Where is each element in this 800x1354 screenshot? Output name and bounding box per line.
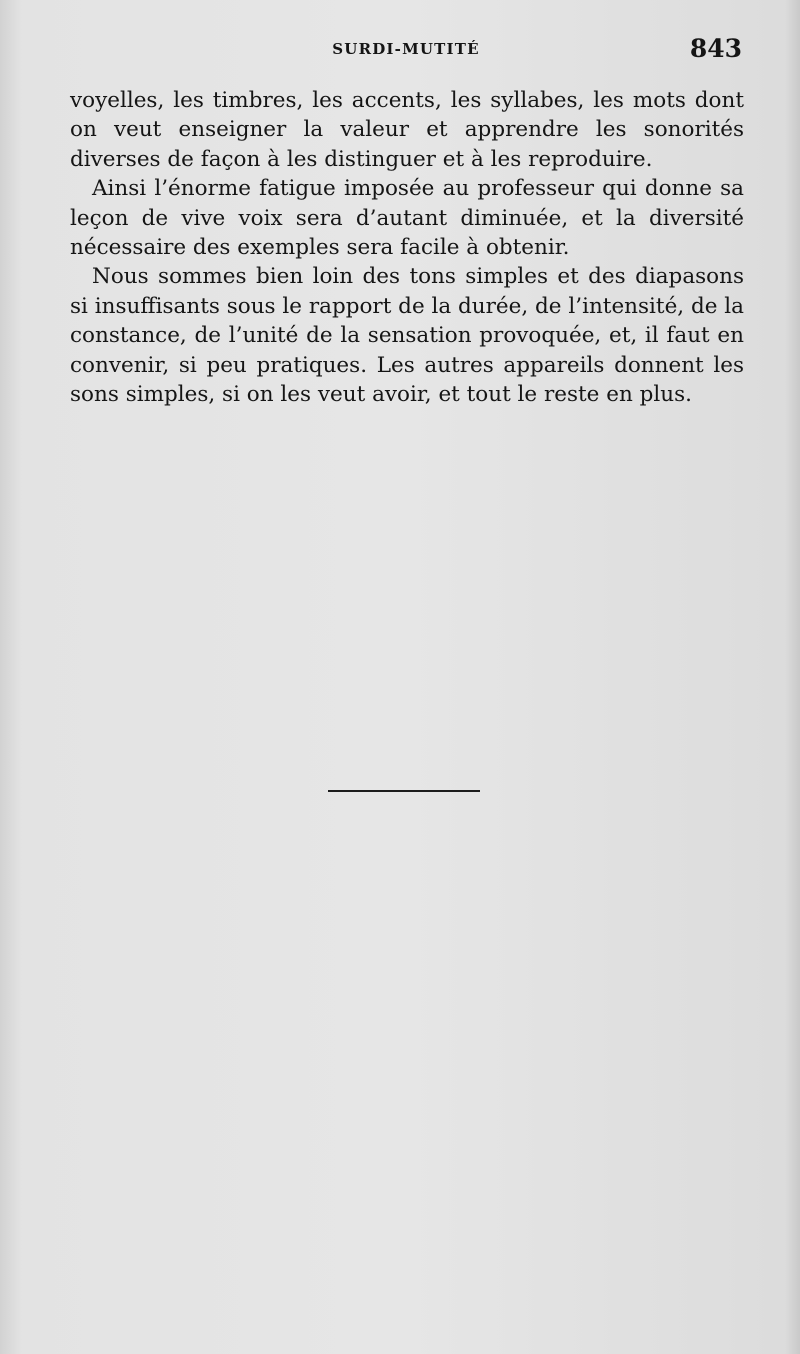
body-text <box>70 86 744 409</box>
section-end-rule <box>328 790 480 792</box>
running-head <box>70 34 742 68</box>
paragraph: Ainsi l’énorme fatigue imposée au professeur qui donne sa leçon de vive voix sera d’autant diminuée, et la diversité nécessaire des exemples sera facile à obtenir. <box>70 176 744 261</box>
running-title: SURDI-MUTITÉ <box>332 40 480 58</box>
paragraph-continuation: voyelles, les timbres, les accents, les syllabes, les mots dont on veut enseigner la valeur et apprendre les sonorités diverses de façon à les distinguer et à les reproduire. <box>70 88 744 172</box>
paragraph: Nous sommes bien loin des tons simples et des diapasons si insuffisants sous le rapport de la durée, de l’intensité, de la constance, de l’unité de la sensation provoquée, et, il faut en convenir, si peu pratiques. Les autres appareils donnent les sons simples, si on les veut avoir, et tout le reste en plus. <box>70 264 744 408</box>
page-number: 843 <box>689 34 742 63</box>
